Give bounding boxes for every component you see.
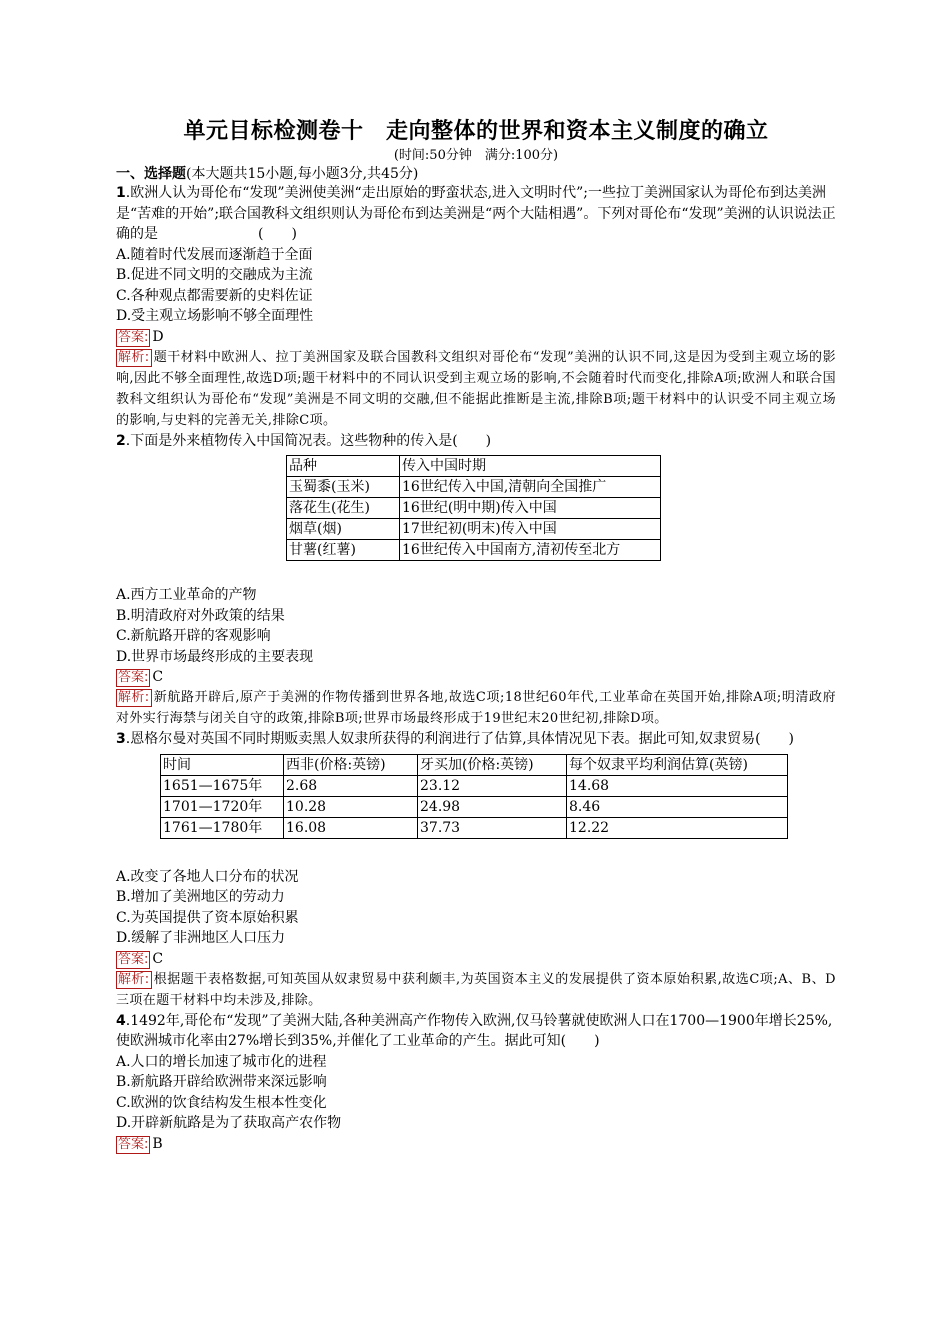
option-a: A.人口的增长加速了城市化的进程: [116, 1053, 327, 1070]
answer-tag: 答案:: [118, 951, 149, 967]
section-heading: [116, 166, 836, 183]
table-cell: 16世纪传入中国南方,清初传至北方: [400, 540, 661, 561]
option-b: B.明清政府对外政策的结果: [116, 607, 285, 624]
table-row: [287, 519, 661, 540]
question-stem: 1.欧洲人认为哥伦布“发现”美洲使美洲“走出原始的野蛮状态,进入文明时代”;一些拉丁美洲国家认为哥伦布到达美洲是“苦难的开始”;联合国教科文组织则认为哥伦布到达美洲是“两个大陆相遇”。下列对哥伦布“发现”美洲的认识说法正确的是 ( ): [116, 183, 836, 245]
option-c: C.欧洲的饮食结构发生根本性变化: [116, 1094, 327, 1111]
table-cell: 1761—1780年: [161, 817, 284, 838]
table-cell: 玉蜀黍(玉米): [287, 477, 400, 498]
question-2: [116, 431, 836, 730]
table-header: 时间: [161, 754, 284, 775]
table-header: 传入中国时期: [400, 456, 661, 477]
answer-line: [116, 1134, 836, 1154]
table-header: 牙买加(价格:英镑): [418, 754, 567, 775]
option-d: D.缓解了非洲地区人口压力: [116, 930, 286, 946]
explanation: 解析: 新航路开辟后,原产于美洲的作物传播到世界各地,故选C项;18世纪60年代,工业革命在英国开始,排除A项;明清政府对外实行海禁与闭关自守的政策,排除B项;世界市场最终形成于19世纪末20世纪初,排除D项。: [116, 690, 836, 726]
table-cell: 37.73: [418, 817, 567, 838]
table-header: 品种: [287, 456, 400, 477]
slave-trade-table: [160, 754, 788, 839]
answer-tag: 答案:: [118, 329, 149, 345]
page-title: 单元目标检测卷十 走向整体的世界和资本主义制度的确立: [183, 119, 769, 144]
answer-bracket: ( ): [258, 226, 297, 242]
answer-tag: 答案:: [118, 670, 149, 685]
table-row: [287, 498, 661, 519]
explanation: 解析: 题干材料中欧洲人、拉丁美洲国家及联合国教科文组织对哥伦布“发现”美洲的认识不同,这是因为受到主观立场的影响,因此不够全面理性,故选D项;题干材料中的不同认识受到主观立场的影响,不会随着时代而变化,排除A项;欧洲人和联合国教科文组织认为哥伦布“发现”美洲是不同文明的交融,但不能据此推断是主流,排除B项;题干材料中的认识受不同主观立场的影响,与史料的完善无关,排除C项。: [116, 349, 836, 428]
answer-line: [116, 667, 836, 687]
table-cell: 1701—1720年: [161, 796, 284, 817]
document-page: [116, 118, 836, 1154]
question-1: [116, 183, 836, 431]
question-3: [116, 729, 836, 1011]
answer-value: D: [152, 328, 164, 345]
table-cell: 12.22: [567, 817, 788, 838]
option-a: A.改变了各地人口分布的状况: [116, 868, 299, 885]
explain-tag: 解析:: [118, 690, 150, 705]
table-cell: 1651—1675年: [161, 775, 284, 796]
explanation: 解析: 根据题干表格数据,可知英国从奴隶贸易中获利颇丰,为英国资本主义的发展提供了资本原始积累,故选C项;A、B、D三项在题干材料中均未涉及,排除。: [116, 971, 836, 1008]
spacer: [116, 839, 836, 867]
table-cell: 2.68: [284, 775, 418, 796]
spacer: [116, 561, 836, 585]
table-row: [161, 775, 788, 796]
answer-value: C: [152, 669, 164, 685]
option-b: B.增加了美洲地区的劳动力: [116, 889, 285, 905]
option-d: D.受主观立场影响不够全面理性: [116, 308, 314, 324]
exam-time-score: (时间:50分钟 满分:100分): [393, 148, 559, 163]
question-stem: 2.下面是外来植物传入中国简况表。这些物种的传入是( ): [116, 432, 492, 449]
question-stem: 3.恩格尔曼对英国不同时期贩卖黑人奴隶所获得的利润进行了估算,具体情况见下表。据此可知,奴隶贸易( ): [116, 731, 795, 747]
table-header: 每个奴隶平均利润估算(英镑): [567, 754, 788, 775]
table-cell: 10.28: [284, 796, 418, 817]
answer-value: B: [152, 1135, 163, 1152]
table-header: 西非(价格:英镑): [284, 754, 418, 775]
table-cell: 16世纪(明中期)传入中国: [400, 498, 661, 519]
explain-tag: 解析:: [118, 349, 150, 365]
option-d: D.世界市场最终形成的主要表现: [116, 648, 314, 665]
explain-tag: 解析:: [118, 971, 150, 987]
table-header-row: [287, 456, 661, 477]
table-row: [287, 540, 661, 561]
answer-line: [116, 949, 836, 969]
table-header-row: [161, 754, 788, 775]
table-cell: 甘薯(红薯): [287, 540, 400, 561]
table-cell: 烟草(烟): [287, 519, 400, 540]
option-b: B.新航路开辟给欧洲带来深远影响: [116, 1074, 327, 1090]
option-d: D.开辟新航路是为了获取高产农作物: [116, 1115, 342, 1131]
option-c: C.为英国提供了资本原始积累: [116, 909, 299, 926]
table-cell: 16世纪传入中国,清朝向全国推广: [400, 477, 661, 498]
option-c: C.新航路开辟的客观影响: [116, 628, 271, 644]
option-c: C.各种观点都需要新的史料佐证: [116, 287, 313, 304]
table-cell: 8.46: [567, 796, 788, 817]
table-cell: 落花生(花生): [287, 498, 400, 519]
table-row: [161, 796, 788, 817]
table-cell: 23.12: [418, 775, 567, 796]
question-stem: 4.1492年,哥伦布“发现”了美洲大陆,各种美洲高产作物传入欧洲,仅马铃薯就使欧洲人口在1700—1900年增长25%,使欧洲城市化率由27%增长到35%,并催化了工业革命的产生。据此可知( ): [116, 1012, 833, 1049]
section-label: 一、选择题: [116, 166, 186, 182]
question-4: [116, 1011, 836, 1154]
table-row: [287, 477, 661, 498]
table-cell: 17世纪初(明末)传入中国: [400, 519, 661, 540]
plants-table: [286, 455, 661, 561]
table-cell: 16.08: [284, 817, 418, 838]
table-cell: 14.68: [567, 775, 788, 796]
section-note: (本大题共15小题,每小题3分,共45分): [186, 166, 419, 182]
option-a: A.随着时代发展而逐渐趋于全面: [116, 246, 313, 263]
option-a: A.西方工业革命的产物: [116, 587, 257, 603]
answer-line: [116, 327, 836, 347]
answer-value: C: [152, 950, 164, 967]
option-b: B.促进不同文明的交融成为主流: [116, 267, 313, 283]
table-row: [161, 817, 788, 838]
answer-tag: 答案:: [118, 1136, 149, 1152]
table-cell: 24.98: [418, 796, 567, 817]
